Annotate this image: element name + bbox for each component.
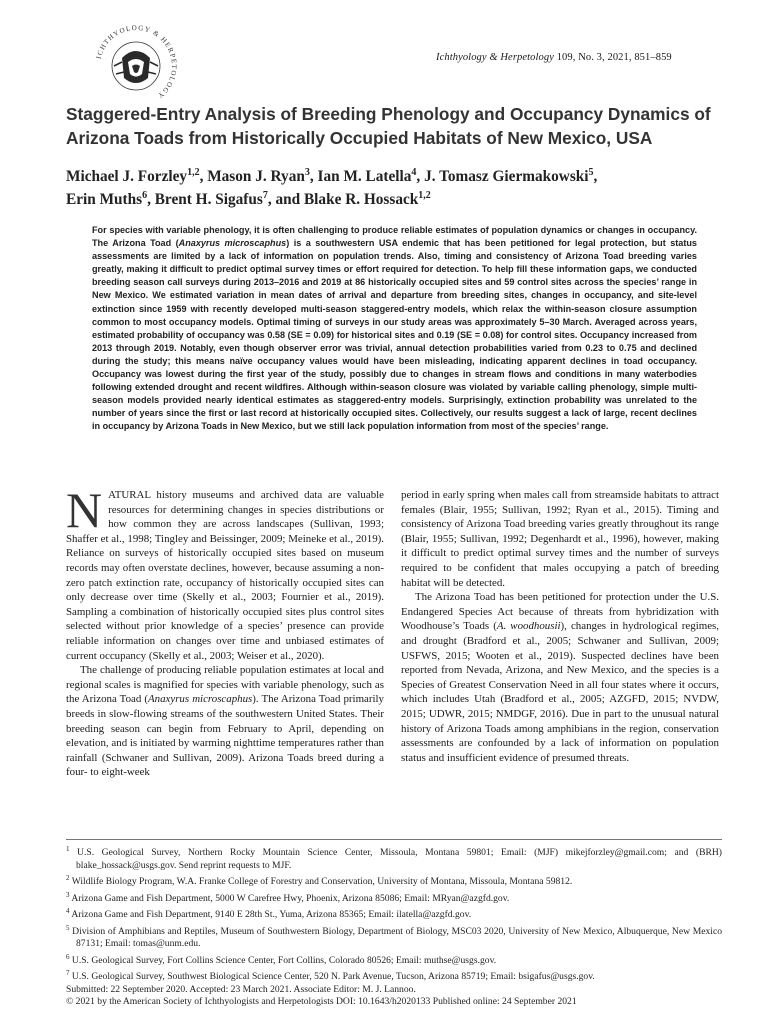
author-name: Mason J. Ryan <box>207 168 305 185</box>
author-affiliation: 5 <box>588 166 594 178</box>
author-affiliation: 1,2 <box>418 189 431 201</box>
footnote: $^6$ U.S. Geological Survey, Fort Collins Science Center, Fort Collins, Colorado 80526; Email: muthse@usgs.gov. <box>66 952 497 966</box>
abstract: For species with variable phenology, it is often challenging to produce reliable estimates of population dynamics or changes in occupancy. The Arizona Toad (Anaxyrus microscaphus) is a southwestern USA endemic that has been petitioned for legal protection, but status assessments are limited by a lack of information on population trends. Also, timing and consistency of Arizona Toad breeding varies greatly, making it difficult to predict optimal survey times or effort required for detection. To help fill these information gaps, we conducted breeding season call surveys during 2013–2016 and 2019 at 86 historically occupied sites and 59 control sites across the species’ range in New Mexico. We estimated variation in mean dates of arrival and departure from breeding sites, changes in occupancy, and site-level extinction since 1959 with recently developed multi-season staggered-entry models, which relax the within-season closure assumption common to most occupancy models. Optimal timing of surveys in our study areas was approximately 5–30 March. Averaged across years, estimated probability of occupancy was 0.58 (SE = 0.09) for historical sites and 0.19 (SE = 0.08) for control sites. Occupancy increased from 2013 through 2019. Notably, even though observer error was trivial, annual detection probabilities varied from 0.23 to 0.75 and declined during the study; this means naïve occupancy values would have been misleading, indicating apparent declines in toad occupancy. Occupancy was lowest during the first year of the study, possibly due to changes in stream flows and conditions in many waterbodies following extended drought and recent wildfires. Although within-season closure was violated by variable calling phenology, simple multi-season models provided nearly identical estimates as staggered-entry models. Surprisingly, extinction probability was unrelated to the number of years since the first or last record at historically occupied sites. Collectively, our results suggest a lack of large, recent declines in occupancy by Arizona Toads in New Mexico, but we still lack population information from most of the species’ range. <box>92 225 697 432</box>
society-seal-logo <box>92 22 180 110</box>
footnotes <box>66 839 722 1009</box>
author-list: Michael J. Forzley$^{1,2}$, Mason J. Ryan$^3$, Ian M. Latella$^4$, J. Tomasz Giermakowski$^5$, Erin Muths$^6$, Brent H. Sigafus$^7$, and Blake R. Hossack$^{1,2}$ <box>66 166 598 208</box>
footnote: $^7$ U.S. Geological Survey, Southwest Biological Science Center, 520 N. Park Avenue, Tucson, Arizona 85719; Email: bsigafus@usgs.gov. <box>66 969 595 983</box>
submission-info: Submitted: 22 September 2020. Accepted: 23 March 2021. Associate Editor: M. J. Lannoo. <box>66 983 416 995</box>
author-affiliation: 4 <box>411 166 417 178</box>
svg-text:ICHTHYOLOGY & HERPETOLOGY: ICHTHYOLOGY & HERPETOLOGY <box>94 23 179 101</box>
body-column-left <box>66 482 384 780</box>
author-affiliation: 3 <box>304 166 310 178</box>
intro-paragraph-3: period in early spring when males call from streamside habitats to attract females (Blair, 1955; Sullivan, 1992; Ryan et al., 2015). Timing and consistency of Arizona Toad breeding varies greatly throughout its range (Blair, 1955; Sullivan, 1992; Degenhardt et al., 1996), however, making it difficult to predict optimal survey times and the number of surveys required to be confident that males occupying a patch of breeding habitat will be detected. <box>401 489 719 589</box>
author-name: Erin Muths <box>66 191 143 208</box>
journal-name: Ichthyology & Herpetology <box>436 52 554 63</box>
drop-cap: N <box>66 482 103 538</box>
article-title: Staggered-Entry Analysis of Breeding Phenology and Occupancy Dynamics of Arizona Toads from Historically Occupied Habitats of New Mexico, USA <box>66 104 711 148</box>
author-affiliation: 1,2 <box>187 166 200 178</box>
author-name: J. Tomasz Giermakowski <box>424 168 589 185</box>
copyright-line: © 2021 by the American Society of Ichthyologists and Herpetologists DOI: 10.1643/h2020133 Published online: 24 September 2021 <box>66 996 577 1008</box>
journal-issue: 109, No. 3, 2021, 851–859 <box>556 52 672 63</box>
author-name: Blake R. Hossack <box>303 191 419 208</box>
author-name: Michael J. Forzley <box>66 168 188 185</box>
footnote: $^2$ Wildlife Biology Program, W.A. Franke College of Forestry and Conservation, University of Montana, Missoula, Montana 59812. <box>66 874 573 888</box>
footnote: $^1$ U.S. Geological Survey, Northern Rocky Mountain Science Center, Missoula, Montana 59801; Email: (MJF) mikejforzley@gmail.com; and (BRH) blake_hossack@usgs.gov. Send reprint requests to MJF. <box>66 845 722 871</box>
intro-paragraph-2: The challenge of producing reliable population estimates at local and regional scales is magnified for species with variable phenology, such as the Arizona Toad (Anaxyrus microscaphus). The Arizona Toad primarily breeds in slow-flowing streams of the southwestern United States. Their breeding season can begin from February to April, depending on elevation, and is initiated by warming nighttime temperatures rather than rainfall (Schwaner and Sullivan, 2009). Arizona Toads breed during a four- to eight-week <box>66 664 384 779</box>
body-column-right <box>401 488 719 765</box>
author-affiliation: 6 <box>142 189 148 201</box>
journal-reference <box>436 52 672 63</box>
intro-paragraph-4: The Arizona Toad has been petitioned for protection under the U.S. Endangered Species Act because of threats from hybridization with Woodhouse’s Toads (A. woodhousii), changes in hydrological regimes, and drought (Bradford et al., 2005; Schwaner and Sullivan, 2009; USFWS, 2015; Wooten et al., 2019). Suspected declines have been reported from Nevada, Arizona, and New Mexico, and the species is a Species of Greatest Conservation Need in all four states where it occurs, which includes Utah (Bradford et al., 2005; AZGFD, 2015; NVDW, 2015; UDWR, 2015; NMDGF, 2016). Due in part to the unusual natural history of Arizona Toads among amphibians in the region, conservation assessments are confounded by a lack of information on population status and insufficient evidence of presumed threats. <box>401 591 719 764</box>
intro-paragraph-1: NATURAL history museums and archived data are valuable resources for determining changes in species distributions or how common they are across landscapes (Sullivan, 1993; Shaffer et al., 1998; Tingley and Beissinger, 2009; Meineke et al., 2019). Reliance on surveys of historically occupied sites based on museum records may often overstate declines, however, because assuming a non-zero patch extinction rate, occupancy of historically occupied sites can only decrease over time (Skelly et al., 2003; Fournier et al., 2019). Sampling a combination of historically occupied sites plus control sites selected without prior knowledge of a species’ presence can provide reliable information on changes over time and unbiased estimates of current occupancy (Skelly et al., 2003; Weiser et al., 2020). <box>66 482 384 662</box>
author-name: Brent H. Sigafus <box>154 191 263 208</box>
footnote: $^4$ Arizona Game and Fish Department, 9140 E 28th St., Yuma, Arizona 85365; Email: ilatella@azgfd.gov. <box>66 907 472 921</box>
footnote: $^3$ Arizona Game and Fish Department, 5000 W Carefree Hwy, Phoenix, Arizona 85086; Email: MRyan@azgfd.gov. <box>66 890 510 904</box>
author-affiliation: 7 <box>262 189 268 201</box>
author-name: Ian M. Latella <box>317 168 412 185</box>
footnote: $^5$ Division of Amphibians and Reptiles, Museum of Southwestern Biology, Department of Biology, MSC03 2020, University of New Mexico, Albuquerque, New Mexico 87131; Email: tomas@unm.edu. <box>66 923 722 950</box>
